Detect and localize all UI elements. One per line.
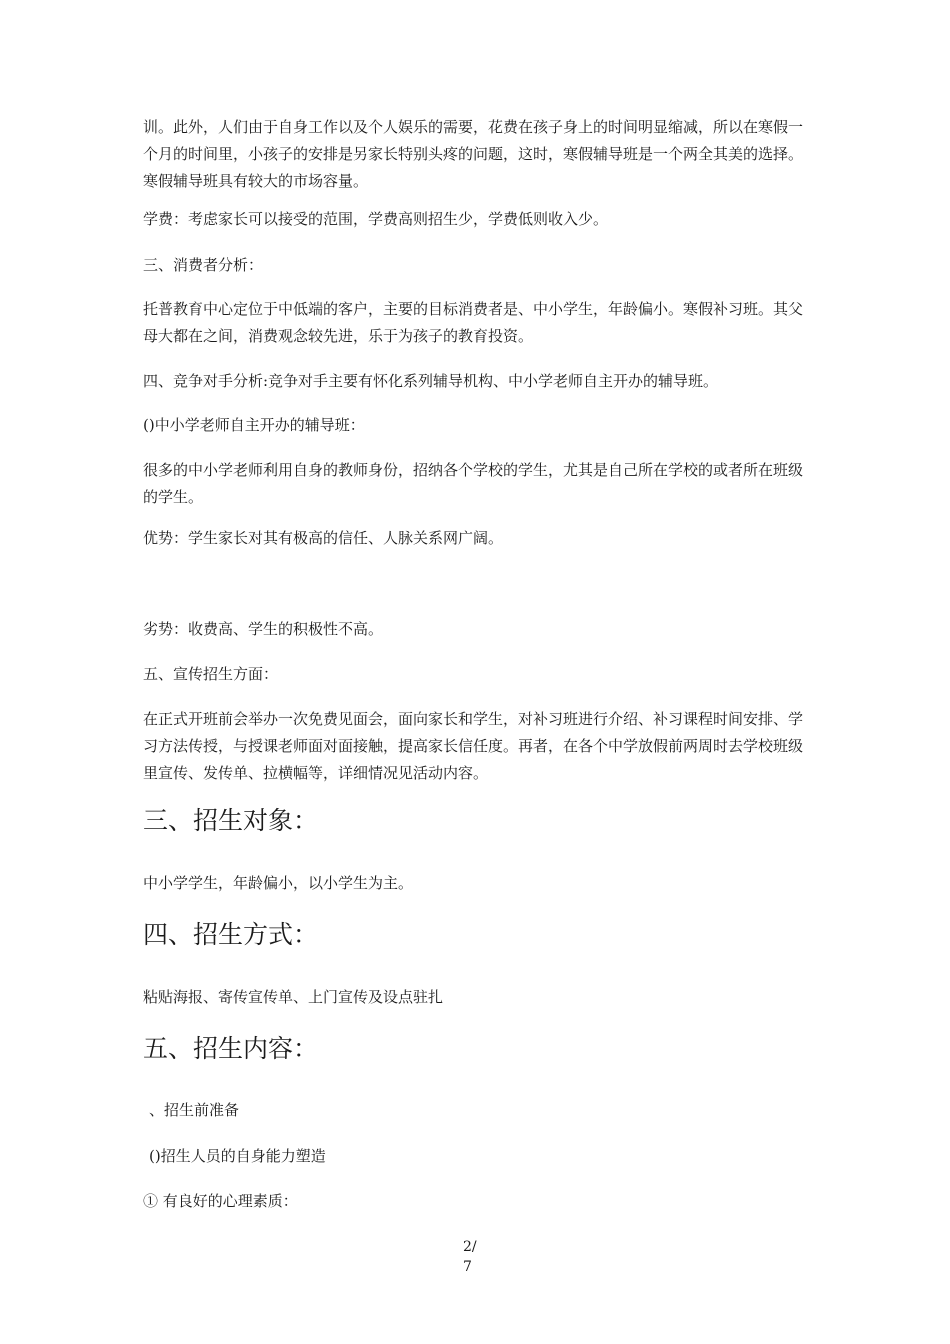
page-number [463, 1237, 477, 1277]
subsection-staff-ability: ()招生人员的自身能力塑造 [149, 1147, 326, 1165]
paragraph-promotion-details: 在正式开班前会举办一次免费见面会，面向家长和学生，对补习班进行介绍、补习课程时间安排、学习方法传授，与授课老师面对面接触，提高家长信任度。再者，在各个中学放假前两周时去学校班级里宣传、发传单、拉横幅等，详细情况见活动内容。 [143, 710, 804, 782]
paragraph-teacher-classes: 很多的中小学老师利用自身的教师身份，招纳各个学校的学生，尤其是自己所在学校的或者所在班级的学生。 [143, 461, 804, 506]
subsection-teacher-classes: ()中小学老师自主开办的辅导班： [143, 416, 365, 434]
paragraph-market-context: 训。此外，人们由于自身工作以及个人娱乐的需要，花费在孩子身上的时间明显缩减，所以在寒假一个月的时间里，小孩子的安排是另家长特别头疼的问题，这时，寒假辅导班是一个两全其美的选择。寒假辅导班具有较大的市场容量。 [143, 118, 804, 190]
heading-enrollment-target: 三、招生对象： [143, 806, 319, 835]
paragraph-tuition: 学费：考虑家长可以接受的范围，学费高则招生少，学费低则收入少。 [143, 210, 609, 228]
subsection-preparation: 、招生前准备 [149, 1101, 240, 1119]
section-promotion: 五、宣传招生方面： [143, 665, 279, 683]
heading-enrollment-content: 五、招生内容： [143, 1034, 319, 1063]
paragraph-enrollment-target: 中小学学生，年龄偏小，以小学生为主。 [143, 874, 414, 892]
paragraph-enrollment-method: 粘贴海报、寄传宣传单、上门宣传及设点驻扎 [143, 988, 444, 1006]
heading-enrollment-method: 四、招生方式： [143, 920, 319, 949]
section-competitor-analysis: 四、竞争对手分析:竞争对手主要有怀化系列辅导机构、中小学老师自主开办的辅导班。 [143, 372, 719, 390]
paragraph-consumer-positioning: 托普教育中心定位于中低端的客户，主要的目标消费者是、中小学生，年龄偏小。寒假补习班。其父母大都在之间，消费观念较先进，乐于为孩子的教育投资。 [143, 300, 804, 345]
section-consumer-analysis: 三、消费者分析： [143, 256, 264, 274]
page-number-current: 2/ [463, 1239, 477, 1255]
paragraph-advantages: 优势：学生家长对其有极高的信任、人脉关系网广阔。 [143, 529, 504, 547]
paragraph-disadvantages: 劣势：收费高、学生的积极性不高。 [143, 620, 384, 638]
page-number-total: 7 [463, 1259, 472, 1275]
list-item-psychology: ① 有良好的心理素质： [143, 1192, 298, 1210]
